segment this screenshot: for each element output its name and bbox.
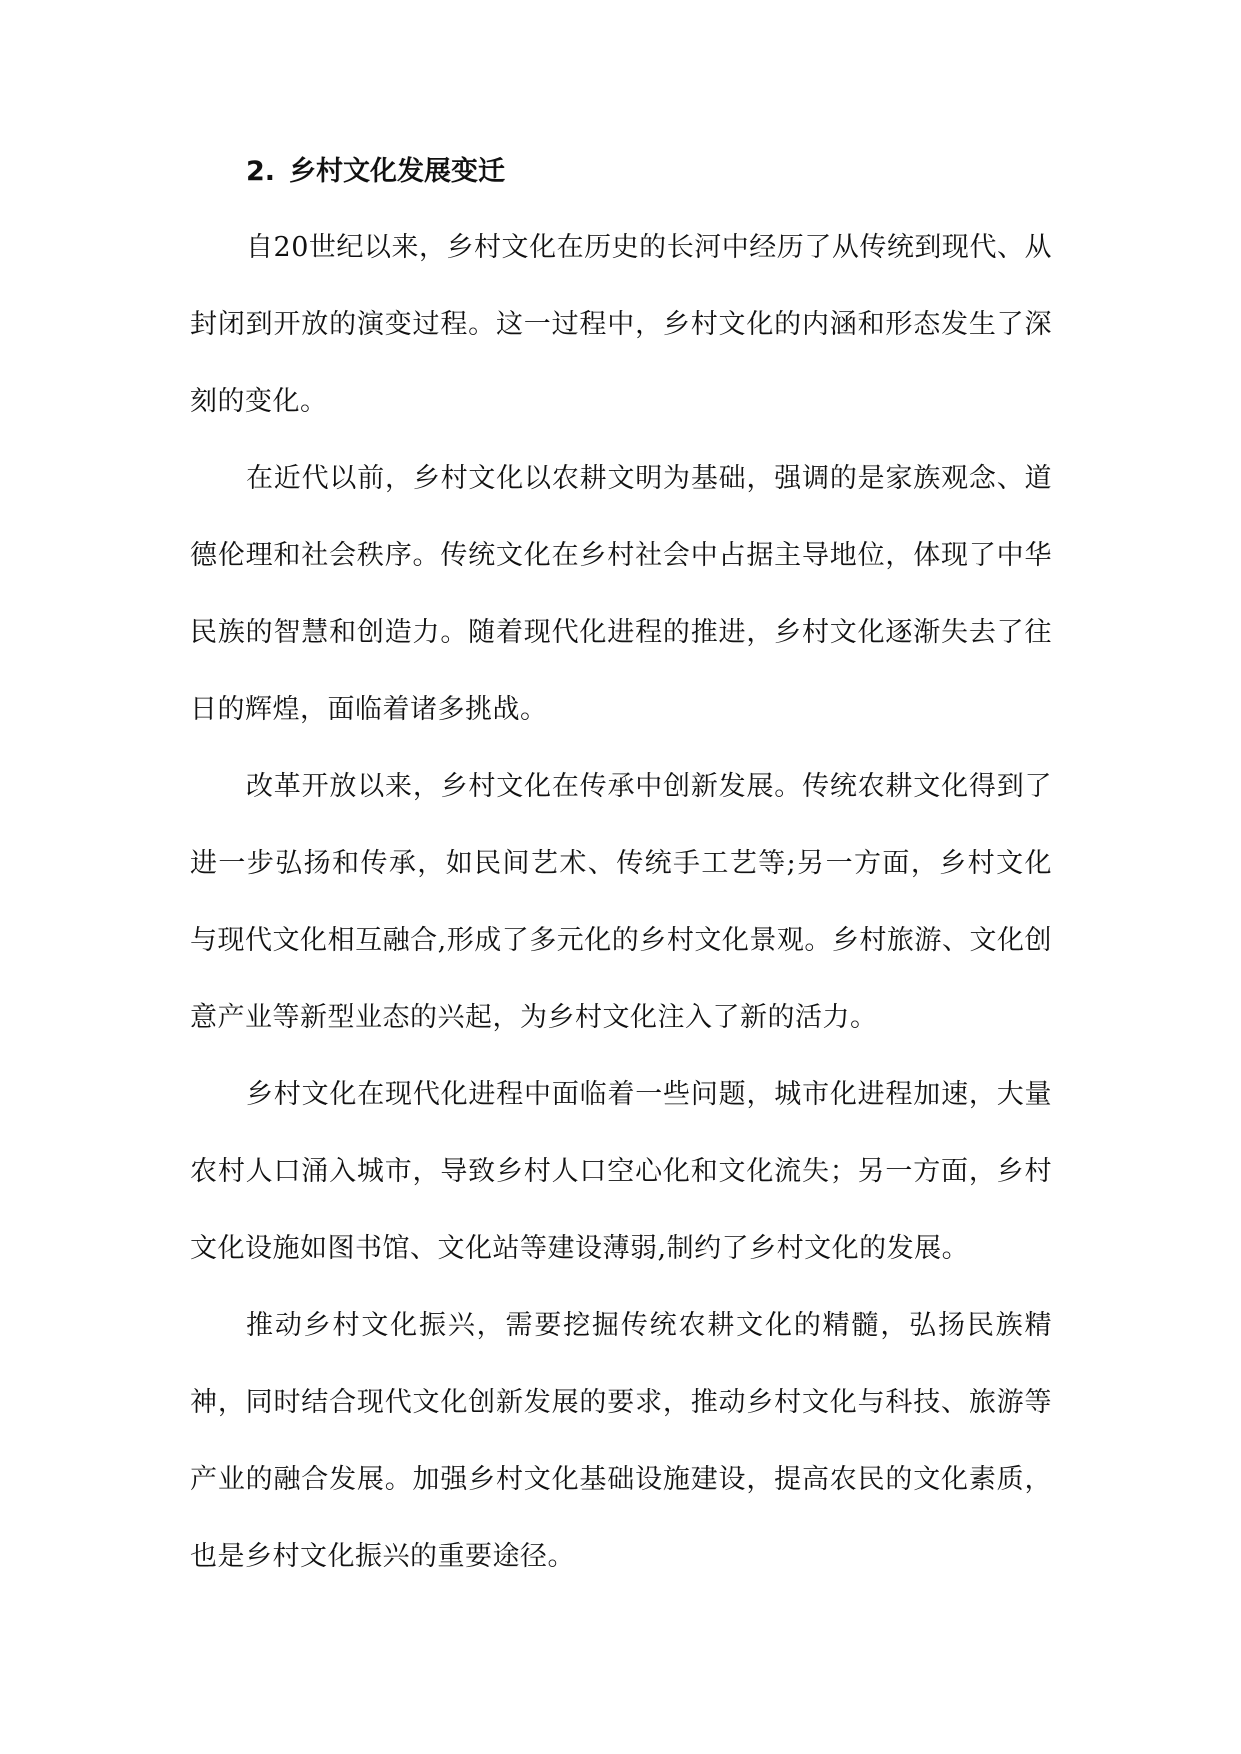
paragraph-5: 推动乡村文化振兴，需要挖掘传统农耕文化的精髓，弘扬民族精神，同时结合现代文化创新发展的要求，推动乡村文化与科技、旅游等产业的融合发展。加强乡村文化基础设施建设，提高农民的文化素质，也是乡村文化振兴的重要途径。 — [190, 1310, 1052, 1572]
paragraph-2: 在近代以前，乡村文化以农耕文明为基础，强调的是家族观念、道德伦理和社会秩序。传统文化在乡村社会中占据主导地位，体现了中华民族的智慧和创造力。随着现代化进程的推进，乡村文化逐渐失去了往日的辉煌，面临着诸多挑战。 — [190, 463, 1052, 725]
paragraph-1: 自20世纪以来，乡村文化在历史的长河中经历了从传统到现代、从封闭到开放的演变过程。这一过程中，乡村文化的内涵和形态发生了深刻的变化。 — [190, 232, 1052, 417]
section-title: 乡村文化发展变迁 — [289, 156, 506, 187]
section-heading — [190, 145, 1052, 199]
document-body — [190, 145, 1052, 1595]
section-number: 2. — [246, 156, 276, 187]
paragraph-3: 改革开放以来，乡村文化在传承中创新发展。传统农耕文化得到了进一步弘扬和传承，如民间艺术、传统手工艺等;另一方面，乡村文化与现代文化相互融合,形成了多元化的乡村文化景观。乡村旅游、文化创意产业等新型业态的兴起，为乡村文化注入了新的活力。 — [190, 771, 1052, 1033]
paragraph-4: 乡村文化在现代化进程中面临着一些问题，城市化进程加速，大量农村人口涌入城市，导致乡村人口空心化和文化流失；另一方面，乡村文化设施如图书馆、文化站等建设薄弱,制约了乡村文化的发展。 — [190, 1079, 1052, 1264]
